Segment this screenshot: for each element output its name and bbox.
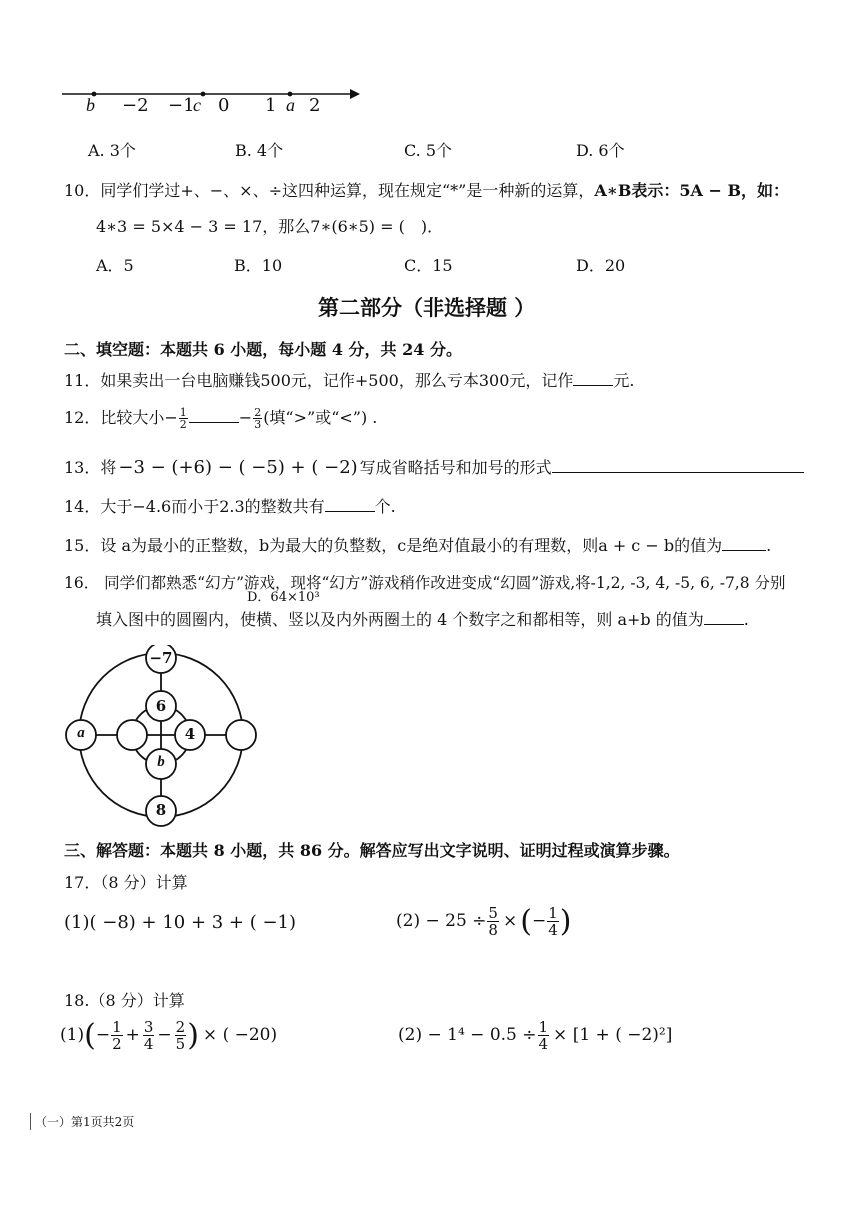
- q12-frac1-den: 2: [179, 418, 187, 431]
- q18-frac2-num: 3: [143, 1017, 154, 1036]
- q10-option-c: C．15: [404, 256, 453, 275]
- q18-part2-pre: (2) − 1⁴ − 0.5 ÷: [398, 1025, 537, 1045]
- q12-frac1-num: 1: [179, 406, 187, 419]
- q17-part2-times: ×: [502, 911, 518, 931]
- q13-expression: −3 − (+6) − ( −5) + ( −2): [118, 457, 358, 478]
- q18-part1-pre: (1): [60, 1025, 85, 1045]
- q16-line2: [96, 607, 749, 630]
- q11-blank[interactable]: [573, 371, 613, 386]
- q11-post: 元.: [613, 371, 635, 390]
- diagram-label-inner-bottom: b: [157, 754, 165, 770]
- q10-line1-def: A∗B表示：5A − B，如：: [594, 181, 789, 200]
- q18-part2-frac-num: 1: [538, 1017, 549, 1036]
- q17-rparen: ): [559, 903, 572, 939]
- q15-post: .: [766, 536, 772, 555]
- numberline-label-b: b: [86, 95, 95, 115]
- q15-blank[interactable]: [722, 536, 766, 551]
- q16-line2-post: .: [743, 610, 749, 629]
- q17-part2-pre: (2) − 25 ÷: [396, 911, 487, 931]
- q13-text: 13．将: [64, 458, 117, 477]
- q18-frac1-den: 2: [112, 1034, 122, 1053]
- q17-part2: [396, 898, 571, 944]
- q11: [64, 368, 634, 391]
- q15-text: 15．设 a为最小的正整数，b为最大的负整数，c是绝对值最小的有理数，则a + c − b的值为: [64, 536, 723, 555]
- diagram-label-left: a: [77, 725, 85, 741]
- q12-minus2: −: [238, 408, 253, 427]
- section2-heading: 二、填空题：本题共 6 小题，每小题 4 分，共 24 分。: [64, 340, 462, 359]
- numberline-label-neg1: −1: [168, 95, 195, 116]
- q18-part1: [60, 1012, 277, 1058]
- q15: [64, 533, 771, 556]
- numberline-label-neg2: −2: [122, 95, 149, 116]
- q12-blank[interactable]: [189, 408, 239, 423]
- q14: [64, 494, 396, 517]
- q12-post: (填“>”或“<”) .: [263, 408, 378, 427]
- q18-frac3-den: 5: [175, 1034, 186, 1053]
- diagram-label-bottom: 8: [155, 801, 167, 819]
- q11-text: 11．如果卖出一台电脑赚钱500元，记作+500，那么亏本300元，记作: [64, 371, 574, 390]
- diagram-label-inner-top: 6: [155, 697, 167, 715]
- q18-frac3-num: 2: [175, 1017, 186, 1036]
- q18-frac2: [143, 1019, 155, 1052]
- q14-blank[interactable]: [325, 497, 375, 512]
- q9-option-d: D. 6个: [576, 141, 625, 160]
- numberline-label-a: a: [286, 95, 295, 115]
- q12: [64, 405, 377, 430]
- diagram-label-inner-right: 4: [184, 725, 196, 743]
- q10-line1: [64, 178, 789, 201]
- q17-part2-frac2: [547, 905, 559, 938]
- q9-option-c: C. 5个: [404, 141, 453, 160]
- q13: [64, 455, 804, 478]
- q18-frac1-num: 1: [112, 1017, 122, 1036]
- q18-minus2: −: [157, 1025, 172, 1045]
- q18-rparen: ): [187, 1017, 199, 1053]
- q17-frac1-num: 5: [488, 903, 498, 922]
- q13-blank[interactable]: [552, 458, 804, 473]
- q18-part2-frac-den: 4: [538, 1034, 549, 1053]
- q18-part2: [398, 1012, 672, 1058]
- q18-frac1: [111, 1019, 123, 1052]
- q10-option-b: B．10: [234, 256, 283, 275]
- q18-frac2-den: 4: [143, 1034, 154, 1053]
- numberline-label-1: 1: [265, 95, 277, 116]
- q18-minus1: −: [95, 1025, 111, 1045]
- q18-title: 18.（8 分）计算: [64, 991, 185, 1010]
- q17-frac2-num: 1: [548, 903, 558, 922]
- q12-frac2: [253, 407, 262, 430]
- q17-title: 17．（8 分）计算: [64, 873, 188, 892]
- q10-option-d: D．20: [576, 256, 626, 275]
- q10-option-a: A．5: [96, 256, 134, 275]
- q17-frac1-den: 8: [488, 920, 498, 939]
- q9-option-a: A. 3个: [88, 141, 136, 160]
- q12-frac1: [179, 407, 188, 430]
- section3-heading: 三、解答题：本题共 8 小题，共 86 分。解答应写出文字说明、证明过程或演算步骤。: [64, 841, 680, 860]
- q12-frac2-den: 3: [254, 418, 262, 431]
- q18-part2-post: × [1 + ( −2)²]: [553, 1025, 673, 1045]
- q17-frac2-den: 4: [548, 920, 558, 939]
- numberline-label-c: c: [193, 95, 201, 115]
- q18-lparen: (: [84, 1017, 96, 1053]
- q10-line1-text: 10．同学们学过+、−、×、÷这四种运算，现在规定“*”是一种新的运算，: [64, 181, 595, 200]
- q14-post: 个.: [374, 497, 396, 516]
- q16-line2-text: 填入图中的圆圈内，使横、竖以及内外两圈土的 4 个数字之和都相等，则 a+b 的值为: [96, 610, 704, 629]
- q17-part2-frac1: [487, 905, 499, 938]
- q13-post: 写成省略括号和加号的形式: [359, 458, 552, 477]
- q18-part2-frac: [538, 1019, 550, 1052]
- q18-plus: +: [125, 1025, 140, 1045]
- q10-line2: 4∗3 = 5×4 − 3 = 17，那么7∗(6∗5) = ( )．: [96, 217, 444, 236]
- q16-stray-text: D．64×10³: [247, 590, 320, 605]
- q16-line1: 16． 同学们都熟悉“幻方”游戏，现将“幻方”游戏稍作改进变成“幻圆”游戏,将-1,2, -3, 4, -5, 6, -7,8 分别: [64, 574, 786, 592]
- numberline-label-0: 0: [218, 95, 230, 116]
- q18-part1-post: × ( −20): [202, 1025, 278, 1045]
- q17-lparen: (: [520, 903, 532, 939]
- page-footer: （一）第1页共2页: [30, 1113, 134, 1130]
- q12-minus1: −: [164, 408, 178, 427]
- circle-right: [226, 720, 256, 750]
- q17-part1: (1)( −8) + 10 + 3 + ( −1): [64, 912, 297, 933]
- q14-text: 14．大于−4.6而小于2.3的整数共有: [64, 497, 325, 516]
- q18-frac3: [175, 1019, 187, 1052]
- circle-inner-left: [117, 720, 147, 750]
- q12-frac2-num: 2: [254, 406, 262, 419]
- diagram-label-top: −7: [149, 649, 173, 667]
- q9-option-b: B. 4个: [235, 141, 284, 160]
- part2-title: 第二部分（非选择题 ）: [318, 295, 536, 320]
- q12-text: 12．比较大小: [64, 408, 165, 427]
- q17-minus: −: [531, 911, 547, 931]
- q16-blank[interactable]: [704, 610, 744, 625]
- numberline-label-2: 2: [309, 95, 321, 116]
